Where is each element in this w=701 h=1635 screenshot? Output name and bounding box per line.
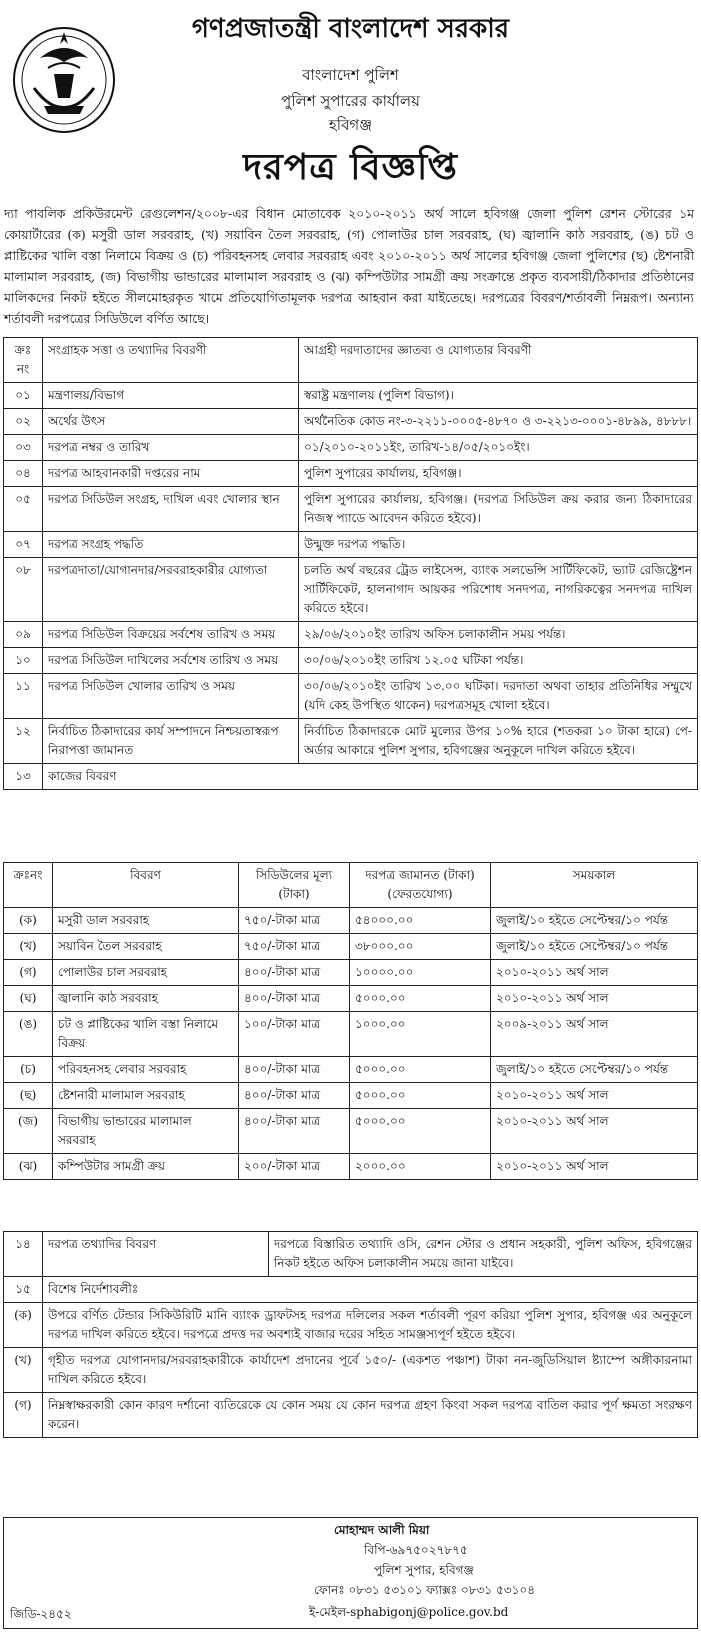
- signatory-email: ই-মেইল-sphabigonj@police.gov.bd: [309, 1605, 509, 1619]
- instruction-no: (গ): [4, 1393, 43, 1438]
- table-row: [4, 1109, 698, 1154]
- item-no: (গ): [4, 960, 53, 986]
- row-label: দরপত্র সিডিউল সংগ্রহ, দাখিল এবং খোলার স্থান: [43, 487, 299, 532]
- district-name: হবিগঞ্জ: [328, 116, 373, 134]
- item-deposit: ৫০০০.০০: [350, 1057, 491, 1083]
- row-no: ০৯: [4, 622, 43, 648]
- row-label: দরপত্র সিডিউল বিক্রয়ের সর্বশেষ তারিখ ও সময়: [43, 622, 299, 648]
- row-value: অর্থনৈতিক কোড নং-৩-২২১১-০০০৫-৪৮৭০ ও ৩-২২১৩-০০০১-৪৮৯৯, ৪৮৮৮।: [299, 409, 698, 435]
- row-no: ১২: [4, 719, 43, 764]
- row-value: পুলিশ সুপারের কার্যালয়, হবিগঞ্জ। (দরপত্র সিডিউল ক্রয় করার জন্য ঠিকাদারের নিজস্ব প্যাডে আবেদন করিতে হইবে)।: [299, 487, 698, 532]
- table-row: [4, 648, 698, 674]
- row-value: স্বরাষ্ট্র মন্ত্রণালয় (পুলিশ বিভাগ)।: [299, 383, 698, 409]
- items-header-row: [4, 863, 698, 908]
- item-price: ৭৫০/-টাকা মাত্র: [239, 908, 350, 934]
- instruction-row: [4, 1393, 698, 1438]
- row-value: ২৯/০৬/২০১০ইং তারিখ অফিস চলাকালীন সময় পর্যন্ত।: [299, 622, 698, 648]
- items-head-no: ক্রঃনং: [4, 863, 53, 908]
- item-deposit: ৫৪০০০.০০: [350, 908, 491, 934]
- table-row: [4, 622, 698, 648]
- item-desc: পোলাউর চাল সরবরাহ: [53, 960, 239, 986]
- notice-title: দরপত্র বিজ্ঞপ্তি: [243, 147, 458, 188]
- table-row: [4, 934, 698, 960]
- row-no: ১৫: [4, 1277, 43, 1303]
- item-no: (ঘ): [4, 986, 53, 1012]
- instruction-row: [4, 1348, 698, 1393]
- row-label: অর্থের উৎস: [43, 409, 299, 435]
- row-value: ০১/২০১০-২০১১ইং, তারিখ-১৪/০৫/২০১০ইং।: [299, 435, 698, 461]
- item-desc: কম্পিউটার সামগ্রী ক্রয়: [53, 1154, 239, 1180]
- intro-paragraph: দ্যা পাবলিক প্রকিউরমেন্ট রেগুলেশন/২০০৮-এর বিধান মোতাবেক ২০১০-২০১১ অর্থ সালে হবিগঞ্জ জেলা পুলিশ রেশন স্টোরের ১ম কোয়ার্টারের (ক) মসুরী ডাল সরবরাহ, (খ) সয়াবিন তৈল সরবরাহ, (গ) পোলাউর চাল সরবরাহ, (ঘ) জ্বালানি কাঠ সরবরাহ, (ঙ) চট ও প্লাষ্টিকের খালি বস্তা নিলামে বিক্রয় ও (চ) পরিবহনসহ লেবার সরবরাহ এবং ২০১০-২০১১ অর্থ সালের হবিগঞ্জ জেলা পুলিশের (ছ) ষ্টেশনারী মালামাল সরবরাহ, (জ) বিভাগীয় ভান্ডারের মালামাল সরবরাহ ও (ঝ) কম্পিউটার সামগ্রী ক্রয় সংক্রান্তে প্রকৃত ব্যবসায়ী/ঠিকাদার প্রতিষ্ঠানের মালিকদের নিকট হইতে সীলমোহরকৃত খামে প্রতিযোগিতামূলক দরপত্র আহবান করা যাইতেছে। দরপত্রের বিবরণ/শর্তাবলী নিম্নরূপ। অন্যান্য শর্তাবলী দরপত্রের সিডিউলে বর্ণিত আছে।: [4, 206, 694, 326]
- tender-details-table: [3, 337, 698, 790]
- table-row: [4, 719, 698, 764]
- row-no: ০৪: [4, 461, 43, 487]
- table-row: [4, 532, 698, 558]
- row-no: ০৮: [4, 558, 43, 622]
- item-price: ৪০০/-টাকা মাত্র: [239, 986, 350, 1012]
- table-row: [4, 1277, 698, 1303]
- row-no: ০৩: [4, 435, 43, 461]
- items-head-desc: বিবরণ: [53, 863, 239, 908]
- table-row: [4, 1154, 698, 1180]
- item-deposit: ৫০০০.০০: [350, 1083, 491, 1109]
- item-desc: চট ও প্লাষ্টিকের খালি বস্তা নিলামে বিক্রয়: [53, 1012, 239, 1057]
- row-label: দরপত্র সিডিউল দাখিলের সর্বশেষ তারিখ ও সময়: [43, 648, 299, 674]
- row-label: বিশেষ নির্দেশাবলীঃ: [43, 1277, 698, 1303]
- table-row: [4, 461, 698, 487]
- table-row: [4, 1232, 698, 1277]
- table-row: [4, 435, 698, 461]
- items-head-deposit: দরপত্র জামানত (টাকা) (ফেরতযোগ্য): [350, 863, 491, 908]
- header-no: ক্রঃ নং: [4, 338, 43, 383]
- row-label: দরপত্র নম্বর ও তারিখ: [43, 435, 299, 461]
- item-desc: ষ্টেশনারী মালামাল সরবরাহ: [53, 1083, 239, 1109]
- item-desc: মসুরী ডাল সরবরাহ: [53, 908, 239, 934]
- office-name: পুলিশ সুপারের কার্যালয়: [281, 92, 420, 110]
- row-no: ০৭: [4, 532, 43, 558]
- row-no: ১৪: [4, 1232, 43, 1277]
- instruction-text: উপরে বর্ণিত টেন্ডার সিকিউরিটি মানি ব্যাংক ড্রাফটসহ দরপত্র দলিলের সকল শর্তাবলী পূরণ করিয়া পুলিশ সুপার, হবিগঞ্জ এর অনুকূলে দরপত্র দাখিল করিতে হইবে। দরপত্রে প্রদত্ত দর অবশ্যই বাজার দরের সহিত সামঞ্জস্যপূর্ণ হইতে হইবে।: [43, 1303, 698, 1348]
- item-period: ২০১০-২০১১ অর্থ সাল: [491, 960, 698, 986]
- signature-block: [3, 1517, 698, 1629]
- table-row: [4, 558, 698, 622]
- item-period: জুলাই/১০ হইতে সেপ্টেম্বর/১০ পর্যন্ত: [491, 908, 698, 934]
- item-period: ২০১০-২০১১ অর্থ সাল: [491, 1109, 698, 1154]
- item-deposit: ৫০০০.০০: [350, 986, 491, 1012]
- table-row: [4, 960, 698, 986]
- header-col2: আগ্রহী দরদাতাদের জ্ঞাতব্য ও যোগ্যতার বিবরণী: [299, 338, 698, 383]
- row-label: দরপত্রদাতা/যোগানদার/সরবরাহকারীর যোগ্যতা: [43, 558, 299, 622]
- row-no: ০১: [4, 383, 43, 409]
- item-deposit: ১০০০০.০০: [350, 960, 491, 986]
- items-head-period: সময়কাল: [491, 863, 698, 908]
- row-value: পুলিশ সুপারের কার্যালয়, হবিগঞ্জ।: [299, 461, 698, 487]
- header: [0, 0, 701, 195]
- item-period: জুলাই/১০ হইতে সেপ্টেম্বর/১০ পর্যন্ত: [491, 1057, 698, 1083]
- item-price: ৪০০/-টাকা মাত্র: [239, 1109, 350, 1154]
- item-no: (ছ): [4, 1083, 53, 1109]
- instruction-no: (ক): [4, 1303, 43, 1348]
- row-value: ৩০/০৬/২০১০ইং তারিখ ১২.০৫ ঘটিকা পর্যন্ত।: [299, 648, 698, 674]
- item-no: (জ): [4, 1109, 53, 1154]
- item-desc: পরিবহনসহ লেবার সরবরাহ: [53, 1057, 239, 1083]
- item-period: ২০১০-২০১১ অর্থ সাল: [491, 1154, 698, 1180]
- item-deposit: ১০০০.০০: [350, 1012, 491, 1057]
- signatory-bp: বিপি-৬৯৭৫০২৭৮৭৫: [364, 1543, 468, 1557]
- row-value: ৩০/০৬/২০১০ইং তারিখ ১৩.০০ ঘটিকা। দরদাতা অথবা তাহার প্রতিনিধির সম্মুখে (যদি কেহ উপস্থিত থাকেন) দরপত্রসমূহ খোলা হইবে।: [299, 674, 698, 719]
- item-no: (ঙ): [4, 1012, 53, 1057]
- row-no: ০৫: [4, 487, 43, 532]
- item-desc: সয়াবিন তৈল সরবরাহ: [53, 934, 239, 960]
- item-price: ৪০০/-টাকা মাত্র: [239, 1083, 350, 1109]
- item-price: ২০০/-টাকা মাত্র: [239, 1154, 350, 1180]
- instruction-row: [4, 1303, 698, 1348]
- row-label: দরপত্র সংগ্রহ পদ্ধতি: [43, 532, 299, 558]
- row-no: ১০: [4, 648, 43, 674]
- row-label: দরপত্র সিডিউল খোলার তারিখ ও সময়: [43, 674, 299, 719]
- row-value: দরপত্রে বিস্তারিত তথ্যাদি ওসি, রেশন স্টোর ও প্রধান সহকারী, পুলিশ অফিস, হবিগঞ্জের নিকট হইতে অফিস চলাকালীন সময়ে জানা যাইবে।: [269, 1232, 698, 1277]
- item-price: ৪০০/-টাকা মাত্র: [239, 1057, 350, 1083]
- work-items-table: [3, 862, 698, 1180]
- row-label: দরপত্র আহবানকারী দপ্তরের নাম: [43, 461, 299, 487]
- item-no: (খ): [4, 934, 53, 960]
- signatory-designation: পুলিশ সুপার, হবিগঞ্জ: [374, 1563, 474, 1577]
- row-value: নির্বাচিত ঠিকাদারকে মোট মুল্যের উপর ১০% হারে (শতকরা ১০ টাকা হারে) পে-অর্ডার আকারে পুলিশ সুপার, হবিগঞ্জের অনুকূলে দাখিল করিতে হইবে।: [299, 719, 698, 764]
- row-no: ১৩: [4, 764, 43, 790]
- item-price: ১০০/-টাকা মাত্র: [239, 1012, 350, 1057]
- items-head-price: সিডিউলের মূল্য (টাকা): [239, 863, 350, 908]
- row-value: উন্মুক্ত দরপত্র পদ্ধতি।: [299, 532, 698, 558]
- item-period: ২০১০-২০১১ অর্থ সাল: [491, 986, 698, 1012]
- item-period: ২০১০-২০১১ অর্থ সাল: [491, 1083, 698, 1109]
- table-row: [4, 487, 698, 532]
- item-period: ২০০৯-২০১১ অর্থ সাল: [491, 1012, 698, 1057]
- table-row: [4, 986, 698, 1012]
- department-name: বাংলাদেশ পুলিশ: [302, 66, 399, 84]
- item-no: (চ): [4, 1057, 53, 1083]
- row-label: দরপত্র তথ্যাদির বিবরণ: [43, 1232, 269, 1277]
- table-row: [4, 1012, 698, 1057]
- signatory-name: মোহাম্মদ আলী মিয়া: [334, 1523, 430, 1537]
- instruction-text: গৃহীত দরপত্র যোগানদার/সরবরাহকারীকে কার্যাদেশ প্রদানের পূর্বে ১৫০/- (একশত পঞ্চাশ) টাকা নন-জুডিসিয়াল ষ্ট্যাম্পে অঙ্গীকারনামা দাখিল করিতে হইবে।: [43, 1348, 698, 1393]
- item-no: (ঝ): [4, 1154, 53, 1180]
- work-section-row: [4, 764, 698, 790]
- item-desc: জ্বালানি কাঠ সরবরাহ: [53, 986, 239, 1012]
- item-desc: বিভাগীয় ভান্ডারের মালামাল সরবরাহ: [53, 1109, 239, 1154]
- item-price: ৪০০/-টাকা মাত্র: [239, 960, 350, 986]
- row-label: নির্বাচিত ঠিকাদারের কার্য সম্পাদনে নিশ্চয়তাস্বরূপ নিরাপত্তা জামানত: [43, 719, 299, 764]
- instruction-text: নিম্নস্বাক্ষরকারী কোন কারণ দর্শানো ব্যতিরেকে যে কোন সময় যে কোন দরপত্র গ্রহণ কিংবা সকল দরপত্র বাতিল করার পূর্ণ ক্ষমতা সংরক্ষণ করেন।: [43, 1393, 698, 1438]
- item-deposit: ২০০০.০০: [350, 1154, 491, 1180]
- row-label: মন্ত্রণালয়/বিভাগ: [43, 383, 299, 409]
- signatory-phone: ফোনঃ ০৮৩১ ৫৩১০১ ফ্যাক্সঃ ০৮৩১ ৫৩১০৪: [314, 1583, 535, 1597]
- table-header-row: [4, 338, 698, 383]
- row-no: ১১: [4, 674, 43, 719]
- gd-number: জিডি-২৪৫২: [10, 1607, 72, 1621]
- table-row: [4, 908, 698, 934]
- government-title: গণপ্রজাতন্ত্রী বাংলাদেশ সরকার: [191, 14, 510, 44]
- table-row: [4, 1057, 698, 1083]
- row-value: চলতি অর্থ বছরের ট্রেড লাইসেন্স, ব্যাংক সলভেন্সি সার্টিফিকেট, ভ্যাট রেজিষ্ট্রেশন সার্টিফিকেট, হালনাগাদ আয়কর পরিশোধ সনদপত্র, নাগরিকত্বের সনদপত্র দাখিল করিতে হইবে।: [299, 558, 698, 622]
- item-price: ৭৫০/-টাকা মাত্র: [239, 934, 350, 960]
- table-row: [4, 1083, 698, 1109]
- item-deposit: ৩৮০০০.০০: [350, 934, 491, 960]
- row-label: কাজের বিবরণ: [43, 764, 698, 790]
- item-period: জুলাই/১০ হইতে সেপ্টেম্বর/১০ পর্যন্ত: [491, 934, 698, 960]
- table-row: [4, 674, 698, 719]
- table-row: [4, 383, 698, 409]
- tender-info-table: [3, 1231, 698, 1438]
- header-col1: সংগ্রাহক সত্তা ও তথ্যাদির বিবরণী: [43, 338, 299, 383]
- table-row: [4, 409, 698, 435]
- item-deposit: ৫০০০.০০: [350, 1109, 491, 1154]
- item-no: (ক): [4, 908, 53, 934]
- instruction-no: (খ): [4, 1348, 43, 1393]
- row-no: ০২: [4, 409, 43, 435]
